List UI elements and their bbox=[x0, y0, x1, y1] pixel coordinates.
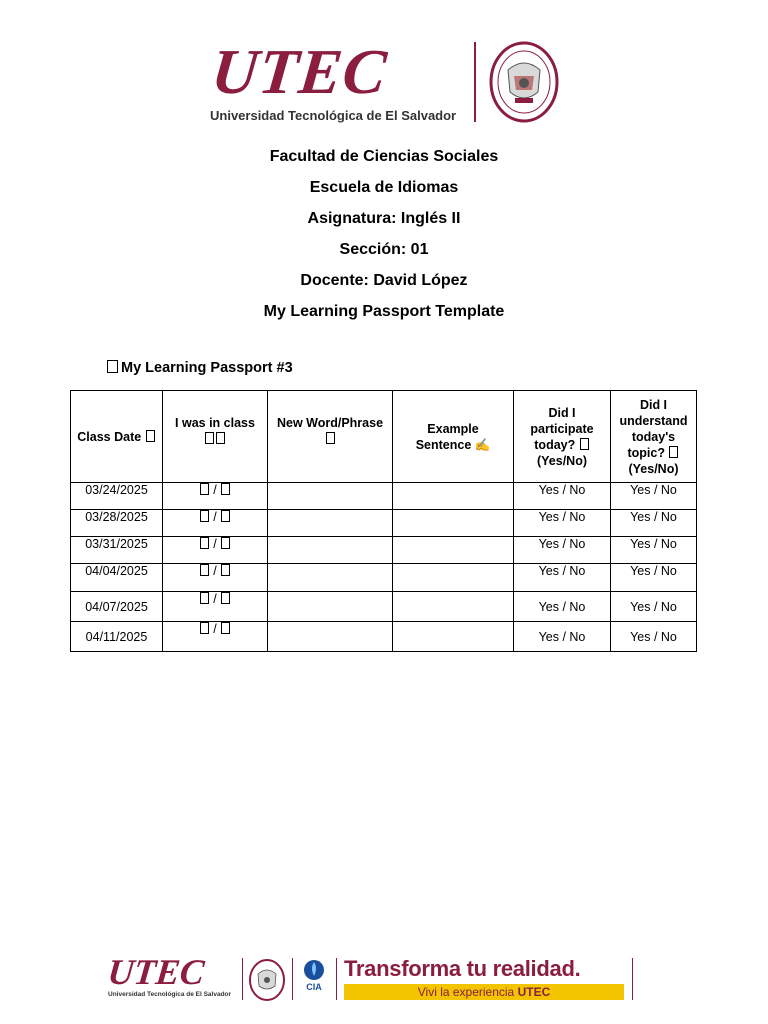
svg-text:CIA: CIA bbox=[306, 982, 322, 992]
participate-cell[interactable]: Yes / No bbox=[514, 592, 611, 622]
footer-utec-wordmark: UTEC bbox=[105, 952, 207, 992]
class-date-cell: 04/11/2025 bbox=[71, 622, 163, 652]
sentence-cell[interactable] bbox=[393, 622, 514, 652]
header-sentence: Example Sentence ✍ bbox=[393, 391, 514, 483]
footer-divider bbox=[242, 958, 243, 1000]
absent-box-icon bbox=[221, 483, 230, 495]
absent-box-icon bbox=[221, 537, 230, 549]
university-seal-icon bbox=[488, 40, 560, 124]
footer-divider bbox=[632, 958, 633, 1000]
sentence-cell[interactable] bbox=[393, 592, 514, 622]
footer-utec-subtitle: Universidad Tecnológica de El Salvador bbox=[108, 991, 232, 998]
word-cell[interactable] bbox=[268, 510, 393, 537]
absent-box-icon bbox=[221, 564, 230, 576]
absent-box-icon bbox=[221, 592, 230, 604]
sentence-cell[interactable] bbox=[393, 510, 514, 537]
understand-cell[interactable]: Yes / No bbox=[611, 537, 697, 564]
understand-icon bbox=[669, 446, 678, 458]
logo-divider bbox=[474, 42, 476, 122]
present-box-icon bbox=[200, 510, 209, 522]
class-date-cell: 03/31/2025 bbox=[71, 537, 163, 564]
present-box-icon bbox=[200, 622, 209, 634]
calendar-icon bbox=[146, 430, 155, 442]
word-cell[interactable] bbox=[268, 537, 393, 564]
participate-cell[interactable]: Yes / No bbox=[514, 622, 611, 652]
participate-cell[interactable]: Yes / No bbox=[514, 510, 611, 537]
participate-cell[interactable]: Yes / No bbox=[514, 537, 611, 564]
subject-title: Asignatura: Inglés II bbox=[307, 210, 461, 227]
attendance-cell[interactable]: / bbox=[163, 622, 268, 652]
absent-box-icon bbox=[221, 510, 230, 522]
header-understand: Did I understand today's topic? (Yes/No) bbox=[611, 391, 697, 483]
cia-accreditation-icon bbox=[298, 958, 330, 992]
table-row bbox=[71, 592, 697, 622]
sentence-cell[interactable] bbox=[393, 564, 514, 592]
learning-passport-table bbox=[70, 390, 697, 652]
section-title: Sección: 01 bbox=[339, 241, 429, 258]
understand-cell[interactable]: Yes / No bbox=[611, 510, 697, 537]
table-row bbox=[71, 483, 697, 510]
header-participate: Did I participate today? (Yes/No) bbox=[514, 391, 611, 483]
understand-cell[interactable]: Yes / No bbox=[611, 564, 697, 592]
present-box-icon bbox=[200, 592, 209, 604]
teacher-title: Docente: David López bbox=[300, 272, 468, 289]
footer-divider bbox=[336, 958, 337, 1000]
sentence-cell[interactable] bbox=[393, 483, 514, 510]
class-date-cell: 03/24/2025 bbox=[71, 483, 163, 510]
faculty-title: Facultad de Ciencias Sociales bbox=[269, 148, 499, 165]
word-cell[interactable] bbox=[268, 483, 393, 510]
document-titles bbox=[0, 146, 768, 332]
table-row bbox=[71, 622, 697, 652]
present-box-icon bbox=[200, 537, 209, 549]
attendance-cell[interactable]: / bbox=[163, 564, 268, 592]
attendance-cell[interactable]: / bbox=[163, 537, 268, 564]
passport-heading: My Learning Passport #3 bbox=[106, 360, 293, 376]
word-icon bbox=[326, 432, 335, 444]
table-row bbox=[71, 564, 697, 592]
class-date-cell: 04/07/2025 bbox=[71, 592, 163, 622]
header-logo bbox=[208, 36, 568, 128]
passport-icon bbox=[107, 360, 118, 373]
table-row bbox=[71, 510, 697, 537]
word-cell[interactable] bbox=[268, 564, 393, 592]
word-cell[interactable] bbox=[268, 592, 393, 622]
understand-cell[interactable]: Yes / No bbox=[611, 592, 697, 622]
participate-cell[interactable]: Yes / No bbox=[514, 564, 611, 592]
table-row bbox=[71, 537, 697, 564]
footer-banner bbox=[105, 952, 636, 1004]
word-cell[interactable] bbox=[268, 622, 393, 652]
footer-tagline-bar: Vivi la experiencia UTEC bbox=[344, 984, 624, 1000]
attendance-cell[interactable]: / bbox=[163, 592, 268, 622]
sentence-cell[interactable] bbox=[393, 537, 514, 564]
understand-cell[interactable]: Yes / No bbox=[611, 483, 697, 510]
utec-subtitle: Universidad Tecnológica de El Salvador bbox=[210, 108, 457, 123]
header-attendance: I was in class bbox=[163, 391, 268, 483]
attendance-cell[interactable]: / bbox=[163, 510, 268, 537]
participate-icon bbox=[580, 438, 589, 450]
attendance-icon bbox=[205, 432, 214, 444]
table-header-row bbox=[71, 391, 697, 483]
understand-cell[interactable]: Yes / No bbox=[611, 622, 697, 652]
present-box-icon bbox=[200, 564, 209, 576]
present-box-icon bbox=[200, 483, 209, 495]
footer-divider bbox=[292, 958, 293, 1000]
header-word: New Word/Phrase bbox=[268, 391, 393, 483]
header-class-date: Class Date bbox=[71, 391, 163, 483]
footer-seal-icon bbox=[248, 958, 286, 1002]
absent-box-icon bbox=[221, 622, 230, 634]
class-date-cell: 03/28/2025 bbox=[71, 510, 163, 537]
school-title: Escuela de Idiomas bbox=[309, 179, 459, 196]
footer-slogan: Transforma tu realidad. bbox=[344, 956, 581, 981]
template-title: My Learning Passport Template bbox=[263, 303, 505, 320]
attendance-cell[interactable]: / bbox=[163, 483, 268, 510]
class-date-cell: 04/04/2025 bbox=[71, 564, 163, 592]
utec-wordmark: UTEC bbox=[208, 36, 391, 107]
participate-cell[interactable]: Yes / No bbox=[514, 483, 611, 510]
